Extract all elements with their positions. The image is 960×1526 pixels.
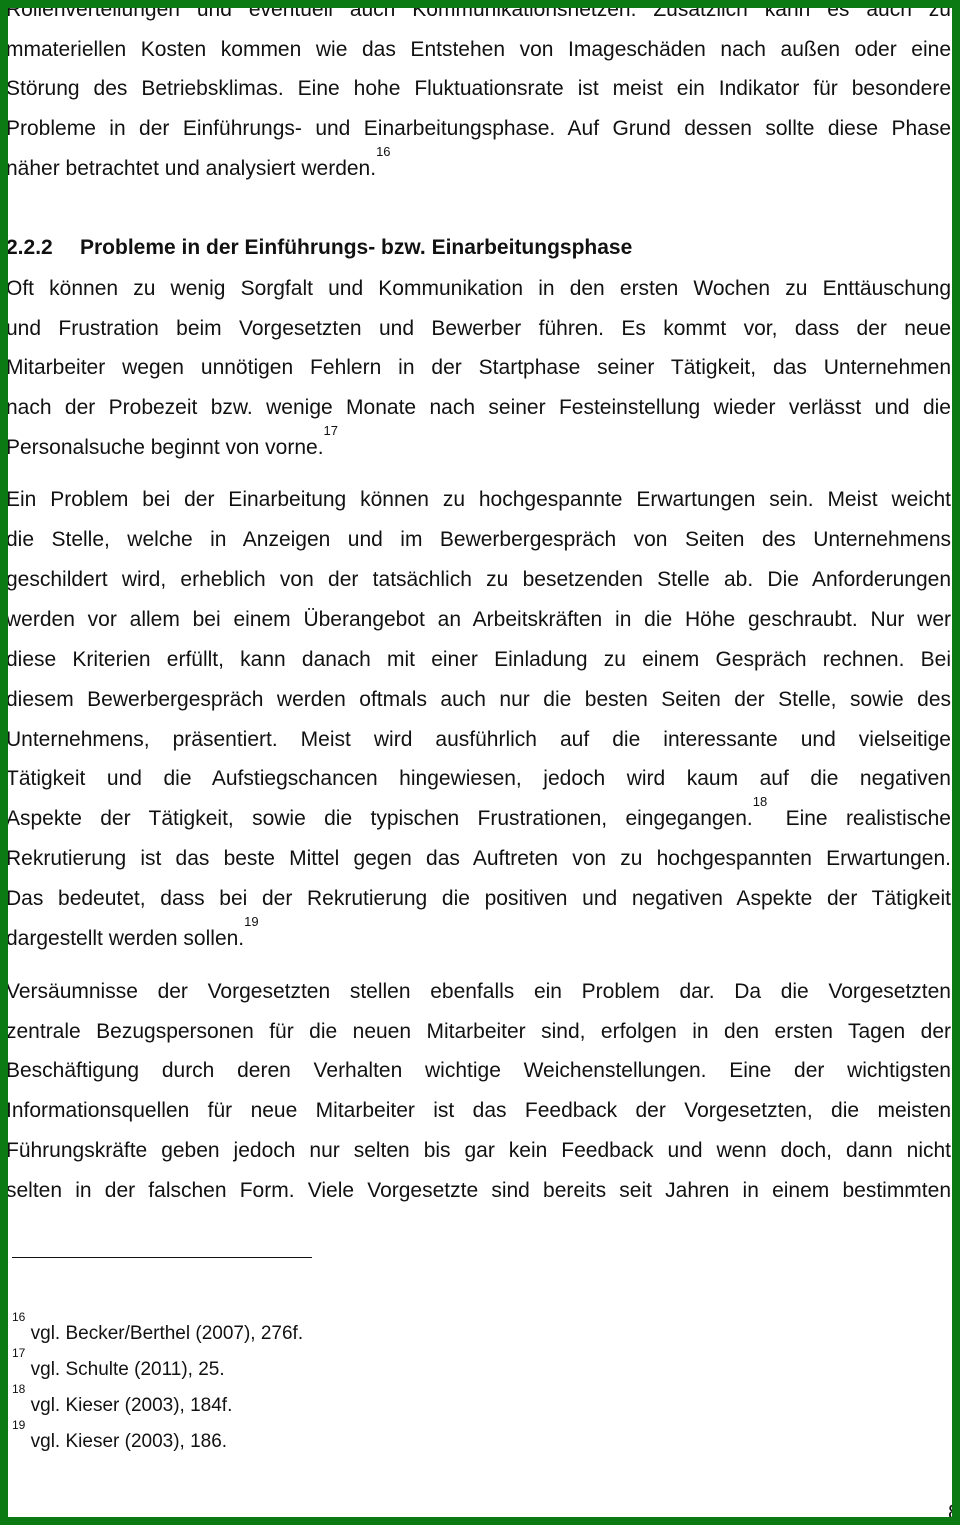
text-line: Ein Problem bei der Einarbeitung können zu hochgespannte Erwartungen sein. Meist weicht bbox=[6, 488, 951, 511]
text-line: diesem Bewerbergespräch werden oftmals auch nur die besten Seiten der Stelle, sowie des bbox=[6, 688, 951, 711]
section-number: 2.2.2 bbox=[6, 236, 53, 259]
footnote: $^{17}$ vgl. Schulte (2011), 25. bbox=[12, 1346, 225, 1380]
text-line: Probleme in der Einführungs- und Einarbeitungsphase. Auf Grund dessen sollte diese Phase bbox=[6, 117, 951, 140]
text-line: Beschäftigung durch deren Verhalten wichtige Weichenstellungen. Eine der wichtigsten bbox=[6, 1059, 951, 1082]
text-line: Störung des Betriebsklimas. Eine hohe Fluktuationsrate ist meist ein Indikator für besondere bbox=[6, 77, 951, 100]
text-line: näher betrachtet und analysiert werden.$^{16}$ bbox=[6, 144, 391, 180]
text-line: und Frustration beim Vorgesetzten und Bewerber führen. Es kommt vor, dass der neue bbox=[6, 317, 951, 340]
text-line: diese Kriterien erfüllt, kann danach mit einer Einladung zu einem Gespräch rechnen. Bei bbox=[6, 648, 951, 671]
footnote-ref: 19 bbox=[244, 914, 259, 929]
text-line: Aspekte der Tätigkeit, sowie die typischen Frustrationen, eingegangen.$^{18}$ Eine realistische bbox=[6, 794, 951, 830]
footnote-ref: 17 bbox=[323, 423, 339, 438]
footnote: $^{19}$ vgl. Kieser (2003), 186. bbox=[12, 1418, 228, 1452]
text-line: werden vor allem bei einem Überangebot an Arbeitskräften in die Höhe geschraubt. Nur wer bbox=[6, 608, 951, 631]
text-line: Rollenverteilungen und eventuell auch Kommunikationsnetzen. Zusätzlich kann es auch zu bbox=[6, 0, 951, 21]
text-line: zentrale Bezugspersonen für die neuen Mitarbeiter sind, erfolgen in den ersten Tagen der bbox=[6, 1020, 951, 1043]
text-line: Tätigkeit und die Aufstiegschancen hingewiesen, jedoch wird kaum auf die negativen bbox=[6, 767, 951, 790]
text-line: dargestellt werden sollen.$^{19}$ bbox=[6, 914, 259, 950]
text-line: nach der Probezeit bzw. wenige Monate nach seiner Festeinstellung wieder verlässt und die bbox=[6, 396, 951, 419]
text-line: die Stelle, welche in Anzeigen und im Bewerbergespräch von Seiten des Unternehmens bbox=[6, 528, 951, 551]
footnote-ref: 16 bbox=[376, 144, 391, 159]
text-line: Versäumnisse der Vorgesetzten stellen ebenfalls ein Problem dar. Da die Vorgesetzten bbox=[6, 980, 951, 1003]
text-line: mmateriellen Kosten kommen wie das Entstehen von Imageschäden nach außen oder eine bbox=[6, 38, 951, 61]
text-line: Unternehmens, präsentiert. Meist wird ausführlich auf die interessante und vielseitige bbox=[6, 728, 951, 751]
footnote-separator bbox=[12, 1257, 312, 1258]
text-line: selten in der falschen Form. Viele Vorgesetzte sind bereits seit Jahren in einem bestimmten bbox=[6, 1179, 951, 1202]
page-number: 8 bbox=[948, 1501, 960, 1524]
text-line: Das bedeutet, dass bei der Rekrutierung die positiven und negativen Aspekte der Tätigkeit bbox=[6, 887, 951, 910]
footnote: $^{16}$ vgl. Becker/Berthel (2007), 276f. bbox=[12, 1310, 304, 1344]
text-line: Informationsquellen für neue Mitarbeiter ist das Feedback der Vorgesetzten, die meisten bbox=[6, 1099, 951, 1122]
footnote: $^{18}$ vgl. Kieser (2003), 184f. bbox=[12, 1382, 233, 1416]
text-line: Mitarbeiter wegen unnötigen Fehlern in der Startphase seiner Tätigkeit, das Unternehmen bbox=[6, 356, 951, 379]
text-line: Personalsuche beginnt von vorne.$^{17}$ bbox=[6, 423, 339, 459]
document-page bbox=[6, 0, 960, 1525]
text-line: geschildert wird, erheblich von der tatsächlich zu besetzenden Stelle ab. Die Anforderungen bbox=[6, 568, 951, 591]
footnote-ref: 18 bbox=[752, 794, 768, 809]
section-heading bbox=[6, 235, 951, 261]
text-line: Führungskräfte geben jedoch nur selten bis gar kein Feedback und wenn doch, dann nicht bbox=[6, 1139, 951, 1162]
text-line: Oft können zu wenig Sorgfalt und Kommunikation in den ersten Wochen zu Enttäuschung bbox=[6, 277, 951, 300]
section-title: Probleme in der Einführungs- bzw. Einarbeitungsphase bbox=[80, 236, 633, 259]
text-line: Rekrutierung ist das beste Mittel gegen das Auftreten von zu hochgespannten Erwartungen. bbox=[6, 847, 951, 870]
